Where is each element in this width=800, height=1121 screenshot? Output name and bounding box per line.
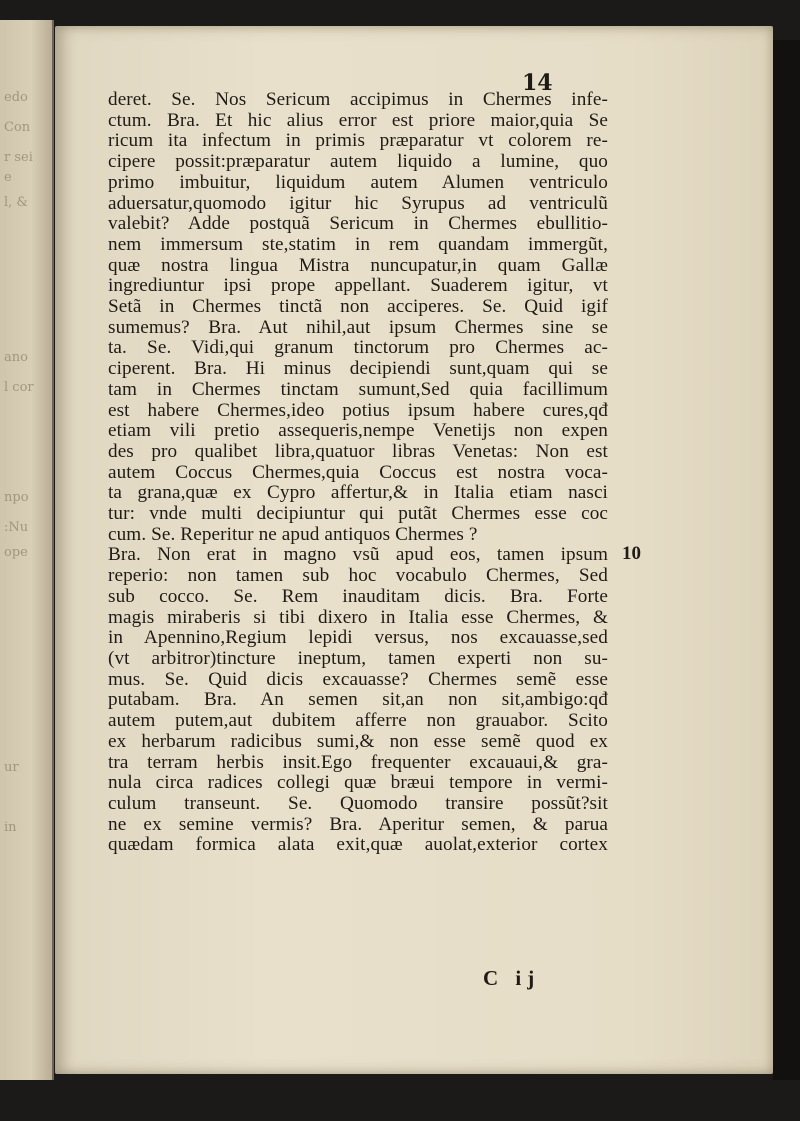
text-line: mus. Se. Quid dicis excauasse? Chermes semẽ esse bbox=[108, 669, 608, 690]
text-line: quæ nostra lingua Mistra nuncupatur,in quam Gallæ bbox=[108, 255, 608, 276]
facing-page-fragment: ope bbox=[4, 545, 28, 560]
facing-page-fragment: Con bbox=[4, 120, 31, 135]
text-line: ciperent. Bra. Hi minus decipiendi sunt,quam qui se bbox=[108, 359, 608, 380]
text-line: tra terram herbis insit.Ego frequenter excauaui,& gra- bbox=[108, 752, 608, 773]
text-line: nula circa radices collegi quæ bræui tempore in vermi- bbox=[108, 773, 608, 794]
text-line: des pro qualibet libra,quatuor libras Venetas: Non est bbox=[108, 441, 608, 462]
text-line: ta. Se. Vidi,qui granum tinctorum pro Chermes ac- bbox=[108, 338, 608, 359]
facing-page-fragment: npo bbox=[4, 490, 29, 505]
facing-page-fragment: :Nu bbox=[4, 520, 29, 535]
text-line: Setã in Chermes tinctã non acciperes. Se. Quid igif bbox=[108, 297, 608, 318]
text-line: ne ex semine vermis? Bra. Aperitur semen, & parua bbox=[108, 814, 608, 835]
text-line: ricum ita infectum in primis præparatur vt colorem re- bbox=[108, 131, 608, 152]
facing-page-edge bbox=[0, 20, 54, 1080]
text-line: in Apennino,Regium lepidi versus, nos excauasse,sed bbox=[108, 628, 608, 649]
text-line: tam in Chermes tinctam sumunt,Sed quia facillimum bbox=[108, 379, 608, 400]
text-line: ctum. Bra. Et hic alius error est priore maior,quia Se bbox=[108, 110, 608, 131]
text-line: Bra. Non erat in magno vsũ apud eos, tamen ipsum bbox=[108, 545, 608, 566]
facing-page-fragment: ur bbox=[4, 760, 19, 775]
text-line: reperio: non tamen sub hoc vocabulo Chermes, Sed bbox=[108, 566, 608, 587]
text-line: sub cocco. Se. Rem inauditam dicis. Bra. Forte bbox=[108, 586, 608, 607]
text-line: etiam vili pretio assequeris,nempe Venetijs non expen bbox=[108, 421, 608, 442]
text-line: valebit? Adde postquã Sericum in Chermes ebullitio- bbox=[108, 214, 608, 235]
text-line: est habere Chermes,ideo potius ipsum habere cures,qđ bbox=[108, 400, 608, 421]
facing-page-fragment: edo bbox=[4, 90, 28, 105]
text-line: deret. Se. Nos Sericum accipimus in Chermes infe- bbox=[108, 90, 608, 110]
text-line: putabam. Bra. An semen sit,an non sit,ambigo:qđ bbox=[108, 690, 608, 711]
body-text bbox=[108, 90, 608, 856]
text-line: autem putem,aut dubitem afferre non grauabor. Scito bbox=[108, 711, 608, 732]
text-line: sumemus? Bra. Aut nihil,aut ipsum Chermes sine se bbox=[108, 317, 608, 338]
text-line: magis miraberis si tibi dixero in Italia esse Chermes, & bbox=[108, 607, 608, 628]
text-line: ex herbarum radicibus sumi,& non esse semẽ quod ex bbox=[108, 731, 608, 752]
text-line: cipere possit:præparatur autem liquido a lumine, quo bbox=[108, 152, 608, 173]
text-line: quædam formica alata exit,quæ auolat,exterior cortex bbox=[108, 835, 608, 856]
facing-page-fragment: in bbox=[4, 820, 17, 835]
text-line: autem Coccus Chermes,quia Coccus est nostra voca- bbox=[108, 462, 608, 483]
margin-line-number: 10 bbox=[622, 543, 641, 564]
text-line: ta grana,quæ ex Cypro affertur,& in Italia etiam nasci bbox=[108, 483, 608, 504]
facing-page-fragment: l, & bbox=[4, 195, 28, 210]
facing-page-fragment: e bbox=[4, 170, 12, 185]
facing-page-fragment: l cor bbox=[4, 380, 34, 395]
page-gutter-shadow bbox=[773, 40, 800, 1080]
text-line: culum transeunt. Se. Quomodo transire possũt?sit bbox=[108, 793, 608, 814]
text-line: primo imbuitur, liquidum autem Alumen ventriculo bbox=[108, 172, 608, 193]
text-line: aduersatur,quomodo igitur hic Syrupus ad ventriculũ bbox=[108, 193, 608, 214]
facing-page-fragment: r sei bbox=[4, 150, 33, 165]
text-line: cum. Se. Reperitur ne apud antiquos Chermes ? bbox=[108, 524, 478, 545]
text-line: ingrediuntur ipsi prope appellant. Suaderem igitur, vt bbox=[108, 276, 608, 297]
text-line: nem immersum ste,statim in rem quandam immergũt, bbox=[108, 234, 608, 255]
facing-page-fragment: ano bbox=[4, 350, 28, 365]
text-line: tur: vnde multi decipiuntur qui putãt Chermes esse coc bbox=[108, 504, 608, 525]
signature-mark: C ij bbox=[483, 966, 541, 990]
text-line: (vt arbitror)tincture ineptum, tamen experti non su- bbox=[108, 648, 608, 669]
page-number: 14 bbox=[522, 70, 553, 96]
